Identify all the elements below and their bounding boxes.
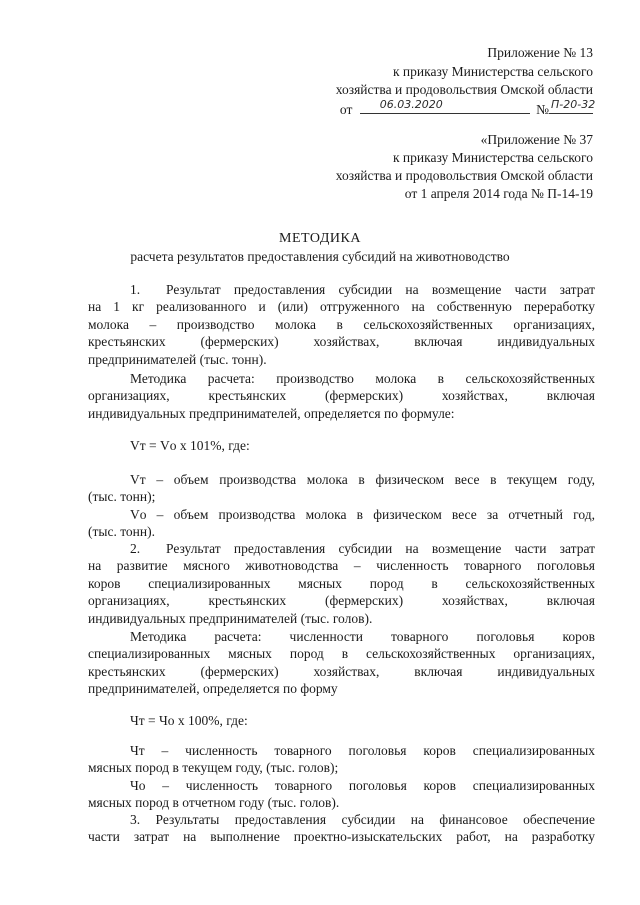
document-title: МЕТОДИКА <box>279 231 361 246</box>
section2-line: на развитие мясного животноводства – численность товарного поголовья <box>88 558 595 574</box>
section1-number: 1. <box>130 282 141 297</box>
method-line: Методика расчета: численности товарного поголовья коров <box>130 629 595 644</box>
method-line: Методика расчета: производство молока в сельскохозяйственных <box>130 371 595 386</box>
header1-date-line <box>339 98 596 118</box>
section2-paragraph <box>88 540 595 627</box>
section2-number: 2. <box>130 541 141 556</box>
section2-formula: Чт = Чо х 100%, где: <box>130 713 248 728</box>
section2-line: коров специализированных мясных пород в сельскохозяйственных <box>88 575 595 591</box>
header1-number-label: № <box>536 102 549 117</box>
section1-method <box>88 370 595 422</box>
document-subtitle: расчета результатов предоставления субсидий на животноводство <box>130 249 510 264</box>
handwritten-number: П-20-32 <box>551 98 596 111</box>
header1-from-label: от <box>339 102 353 117</box>
section1-line: на 1 кг реализованного и (или) отгруженного на собственную переработку <box>88 299 595 315</box>
section2-def1: Чт – численность товарного поголовья коров специализированных мясных пород в текущем году, (тыс. голов); <box>88 743 595 776</box>
section2-line: организациях, крестьянских (фермерских) хозяйствах, включая <box>88 593 595 609</box>
section1-line: предпринимателей (тыс. тонн). <box>88 351 267 367</box>
method-line: организациях, крестьянских (фермерских) хозяйствах, включая <box>88 388 595 404</box>
method-line: индивидуальных предпринимателей, определяется по формуле: <box>88 405 455 421</box>
header1-line1: Приложение № 13 <box>487 45 593 60</box>
header2-line3: хозяйства и продовольствия Омской области <box>335 168 593 183</box>
section1-formula: Vт = Vо х 101%, где: <box>130 438 250 453</box>
method-line: предпринимателей, определяется по форму <box>88 681 338 697</box>
section1-def2: Vо – объем производства молока в физическом весе за отчетный год, (тыс. тонн). <box>88 507 595 540</box>
handwritten-date: 06.03.2020 <box>379 98 443 111</box>
section1-line: молока – производство молока в сельскохозяйственных организациях, <box>88 316 595 332</box>
header2-line1: «Приложение № 37 <box>480 132 593 147</box>
section1-line: крестьянских (фермерских) хозяйствах, включая индивидуальных <box>88 334 595 350</box>
section1-def1: Vт – объем производства молока в физическом весе в текущем году, (тыс. тонн); <box>88 472 595 505</box>
header2-line4: от 1 апреля 2014 года № П-14-19 <box>404 186 593 201</box>
method-line: крестьянских (фермерских) хозяйствах, включая индивидуальных <box>88 663 595 679</box>
section3-paragraph: 3. Результаты предоставления субсидии на финансовое обеспечение части затрат на выполнение проектно-изыскательских работ, на разработку <box>88 812 595 845</box>
header1-line2: к приказу Министерства сельского <box>392 64 593 79</box>
section1-paragraph <box>88 281 595 368</box>
section2-method <box>88 628 595 698</box>
section2-line: индивидуальных предпринимателей (тыс. голов). <box>88 610 373 626</box>
date-field <box>360 99 530 114</box>
section1-line: 1. Результат предоставления субсидии на возмещение части затрат <box>130 282 595 297</box>
header2-line2: к приказу Министерства сельского <box>392 150 593 165</box>
section2-line: 2. Результат предоставления субсидии на возмещение части затрат <box>130 541 595 556</box>
section2-def2: Чо – численность товарного поголовья коров специализированных мясных пород в отчетном году (тыс. голов). <box>88 778 595 811</box>
number-field <box>549 98 596 114</box>
header1-line3: хозяйства и продовольствия Омской области <box>335 82 593 97</box>
method-line: специализированных мясных пород в сельскохозяйственных организациях, <box>88 646 595 662</box>
